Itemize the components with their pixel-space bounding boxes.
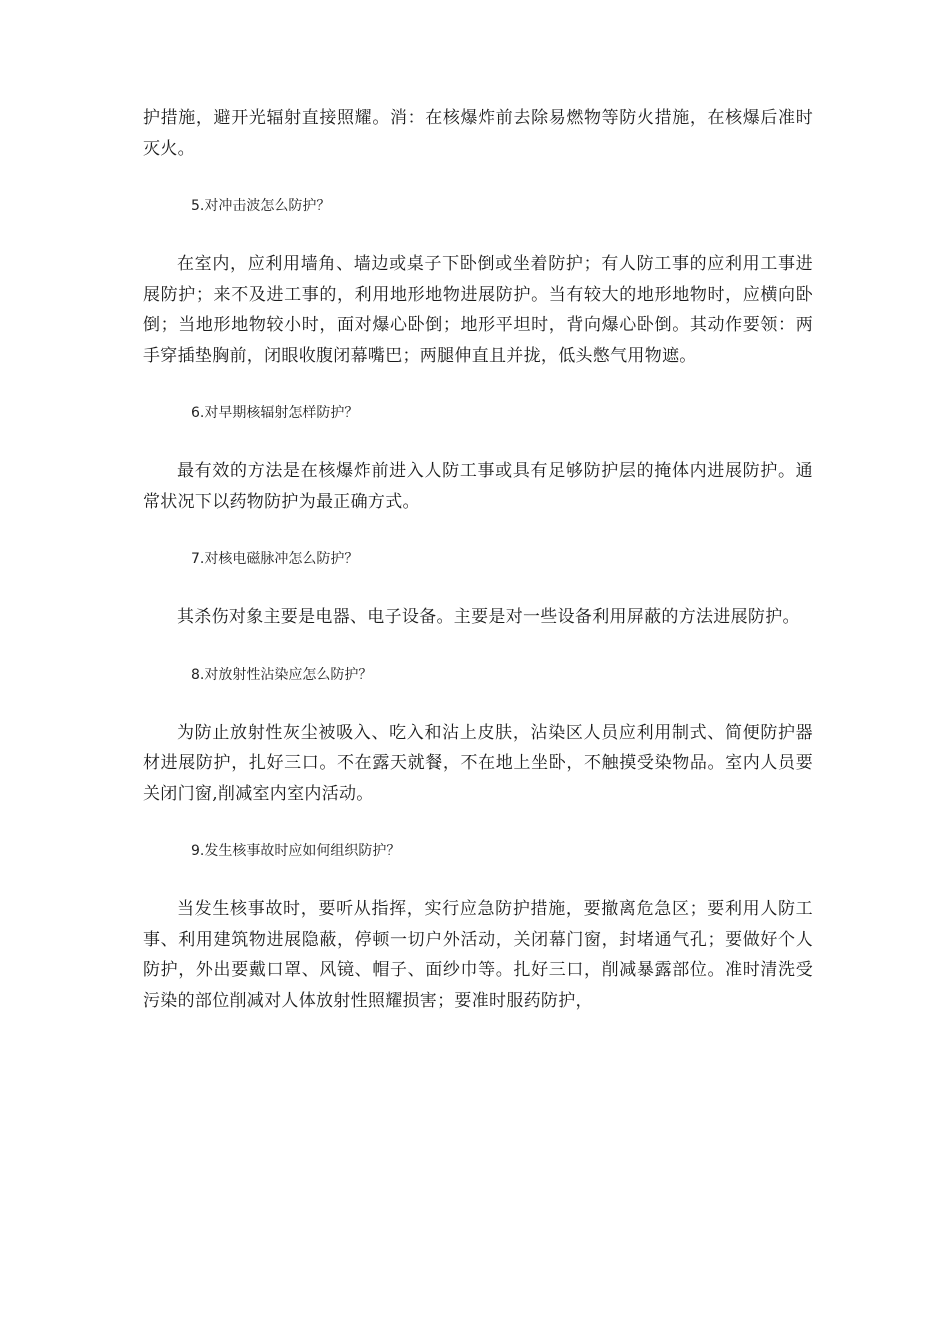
paragraph-contamination: 为防止放射性灰尘被吸入、吃入和沾上皮肤，沾染区人员应利用制式、简便防护器材进展防护，扎好三口。不在露天就餐，不在地上坐卧，不触摸受染物品。室内人员要关闭门窗,削减室内室内活动。 (143, 722, 813, 804)
heading-early-radiation: 6.对早期核辐射怎样防护？ (191, 405, 359, 421)
paragraph-fire-protection: 护措施，避开光辐射直接照耀。消：在核爆炸前去除易燃物等防火措施，在核爆后准时灭火。 (143, 108, 813, 159)
heading-shockwave: 5.对冲击波怎么防护？ (191, 198, 331, 214)
paragraph-nuclear-accident: 当发生核事故时，要听从指挥，实行应急防护措施，要撤离危急区；要利用人防工事、利用建筑物进展隐蔽，停顿一切户外活动，关闭幕门窗，封堵通气孔；要做好个人防护，外出要戴口罩、风镜、帽子、面纱巾等。扎好三口，削减暴露部位。准时清洗受污染的部位削减对人体放射性照耀损害；要准时服药防护， (143, 899, 813, 1011)
heading-nuclear-accident: 9.发生核事故时应如何组织防护？ (191, 843, 401, 859)
paragraph-early-radiation: 最有效的方法是在核爆炸前进入人防工事或具有足够防护层的掩体内进展防护。通常状况下以药物防护为最正确方式。 (143, 461, 813, 512)
heading-emp: 7.对核电磁脉冲怎么防护？ (191, 551, 359, 567)
paragraph-shockwave: 在室内，应利用墙角、墙边或桌子下卧倒或坐着防护；有人防工事的应利用工事进展防护；来不及进工事的，利用地形地物进展防护。当有较大的地形地物时，应横向卧倒；当地形地物较小时，面对爆心卧倒；地形平坦时，背向爆心卧倒。其动作要领：两手穿插垫胸前，闭眼收腹闭幕嘴巴；两腿伸直且并拢，低头憋气用物遮。 (143, 254, 813, 366)
paragraph-emp: 其杀伤对象主要是电器、电子设备。主要是对一些设备利用屏蔽的方法进展防护。 (177, 607, 800, 627)
document-page (143, 103, 813, 1016)
heading-contamination: 8.对放射性沾染应怎么防护？ (191, 666, 373, 683)
